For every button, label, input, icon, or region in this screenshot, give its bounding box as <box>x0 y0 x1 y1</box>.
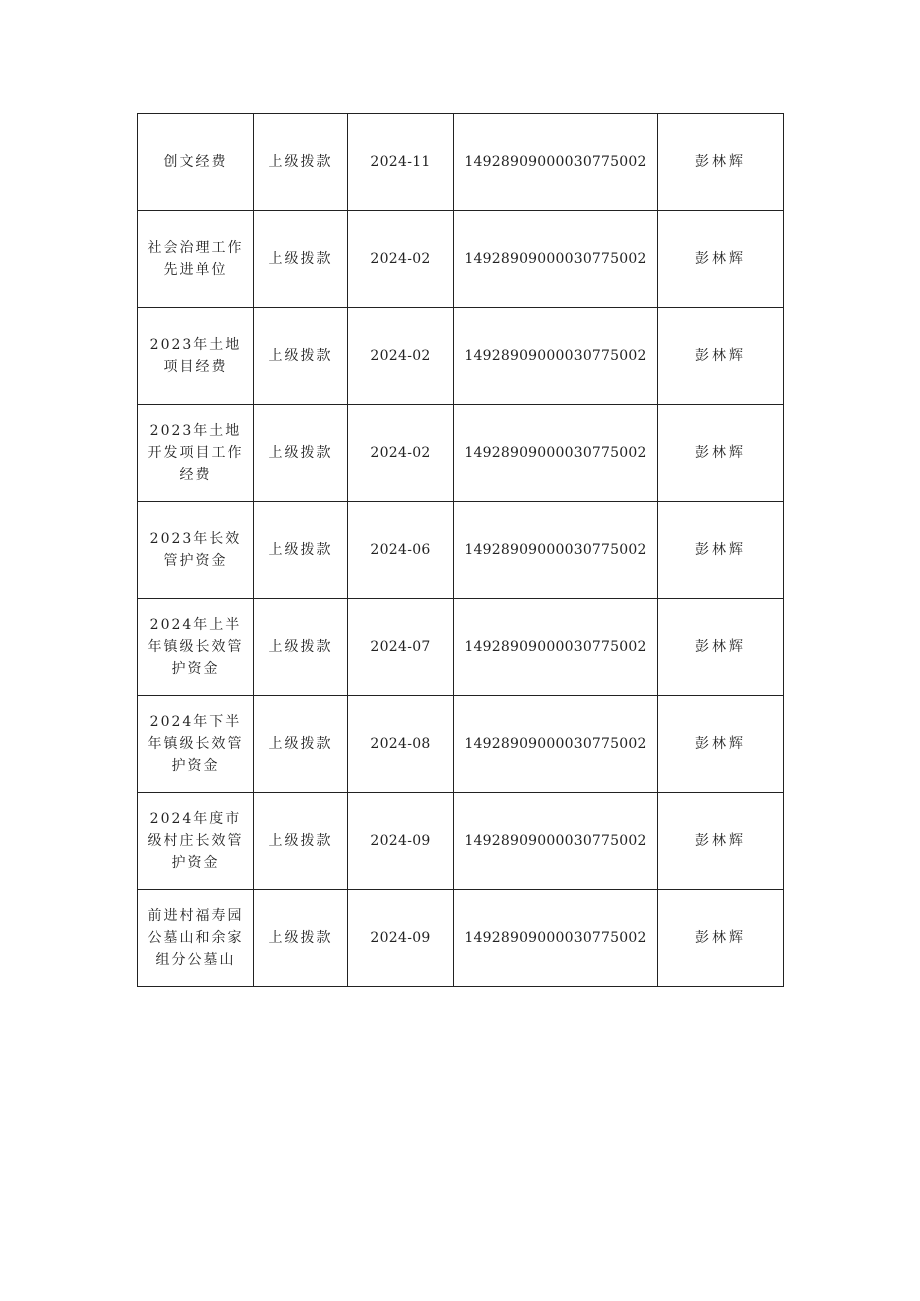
fund-name-cell: 2023年土地开发项目工作经费 <box>138 405 254 502</box>
table-row <box>138 696 784 793</box>
fund-type-cell: 上级拨款 <box>254 599 348 696</box>
person-cell: 彭林辉 <box>658 890 784 987</box>
fund-date-cell: 2024-09 <box>348 793 454 890</box>
funds-table-body <box>138 114 784 987</box>
fund-type-cell: 上级拨款 <box>254 114 348 211</box>
account-number-cell: 14928909000030775002 <box>454 599 658 696</box>
account-number-cell: 14928909000030775002 <box>454 502 658 599</box>
fund-name-cell: 2023年长效管护资金 <box>138 502 254 599</box>
fund-date-cell: 2024-06 <box>348 502 454 599</box>
fund-date-cell: 2024-07 <box>348 599 454 696</box>
fund-date-cell: 2024-11 <box>348 114 454 211</box>
fund-date-cell: 2024-02 <box>348 405 454 502</box>
fund-date-cell: 2024-02 <box>348 211 454 308</box>
fund-type-cell: 上级拨款 <box>254 793 348 890</box>
table-row <box>138 890 784 987</box>
fund-type-cell: 上级拨款 <box>254 502 348 599</box>
fund-date-cell: 2024-02 <box>348 308 454 405</box>
fund-type-cell: 上级拨款 <box>254 308 348 405</box>
fund-name-cell: 创文经费 <box>138 114 254 211</box>
fund-name-cell: 前进村福寿园公墓山和余家组分公墓山 <box>138 890 254 987</box>
person-cell: 彭林辉 <box>658 114 784 211</box>
person-cell: 彭林辉 <box>658 599 784 696</box>
fund-name-cell: 2024年度市级村庄长效管护资金 <box>138 793 254 890</box>
fund-type-cell: 上级拨款 <box>254 696 348 793</box>
fund-type-cell: 上级拨款 <box>254 405 348 502</box>
fund-date-cell: 2024-09 <box>348 890 454 987</box>
fund-date-cell: 2024-08 <box>348 696 454 793</box>
person-cell: 彭林辉 <box>658 308 784 405</box>
funds-table <box>137 113 784 987</box>
account-number-cell: 14928909000030775002 <box>454 308 658 405</box>
table-row <box>138 114 784 211</box>
table-row <box>138 308 784 405</box>
account-number-cell: 14928909000030775002 <box>454 696 658 793</box>
fund-name-cell: 2024年下半年镇级长效管护资金 <box>138 696 254 793</box>
table-row <box>138 405 784 502</box>
account-number-cell: 14928909000030775002 <box>454 114 658 211</box>
person-cell: 彭林辉 <box>658 793 784 890</box>
table-row <box>138 599 784 696</box>
person-cell: 彭林辉 <box>658 405 784 502</box>
table-row <box>138 211 784 308</box>
fund-name-cell: 2023年土地项目经费 <box>138 308 254 405</box>
fund-type-cell: 上级拨款 <box>254 211 348 308</box>
person-cell: 彭林辉 <box>658 696 784 793</box>
person-cell: 彭林辉 <box>658 502 784 599</box>
fund-name-cell: 社会治理工作先进单位 <box>138 211 254 308</box>
account-number-cell: 14928909000030775002 <box>454 890 658 987</box>
fund-name-cell: 2024年上半年镇级长效管护资金 <box>138 599 254 696</box>
table-row <box>138 793 784 890</box>
fund-type-cell: 上级拨款 <box>254 890 348 987</box>
table-row <box>138 502 784 599</box>
account-number-cell: 14928909000030775002 <box>454 211 658 308</box>
account-number-cell: 14928909000030775002 <box>454 405 658 502</box>
account-number-cell: 14928909000030775002 <box>454 793 658 890</box>
person-cell: 彭林辉 <box>658 211 784 308</box>
